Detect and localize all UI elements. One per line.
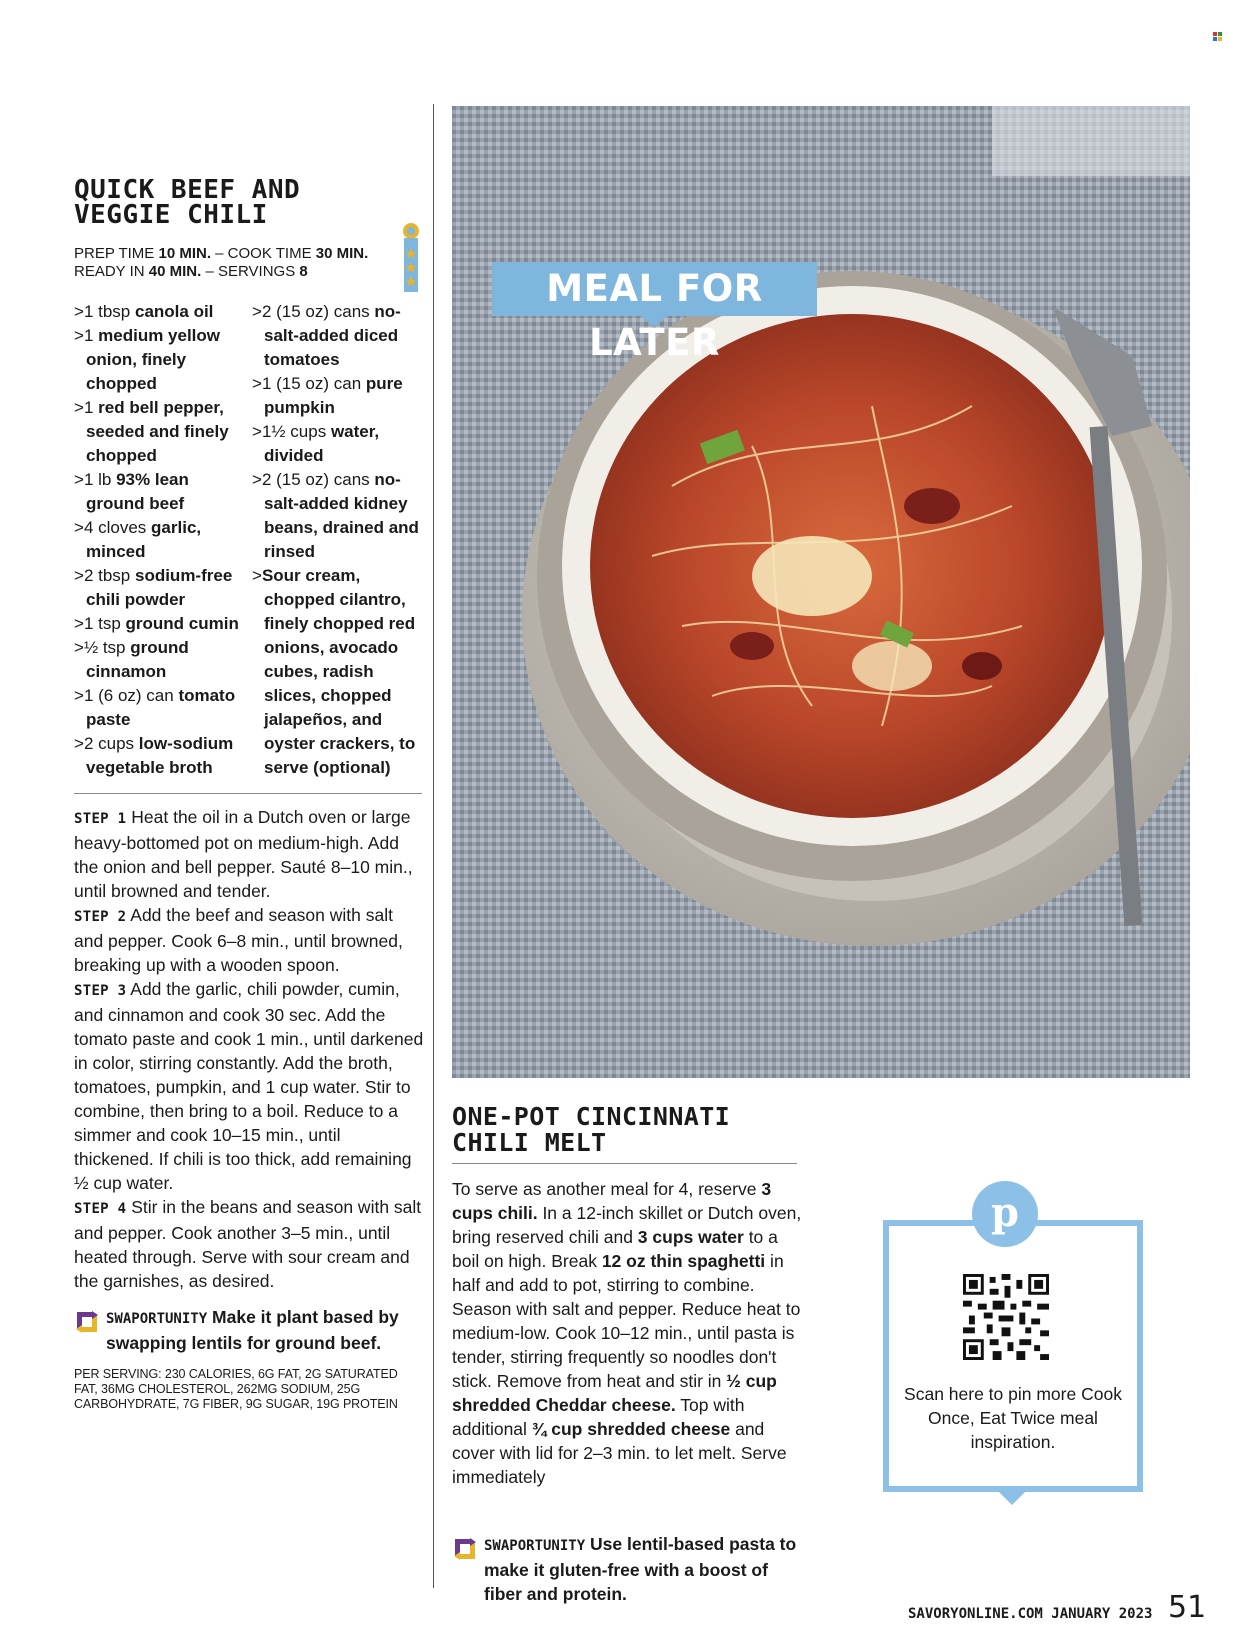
ingredient-item: >2 (15 oz) cans no-salt-added diced tomatoes [252,302,401,369]
footer-site [908,1606,1152,1622]
ingredient-item: >4 cloves garlic, minced [74,518,202,561]
nutrition-info: PER SERVING: 230 CALORIES, 6G FAT, 2G SATURATED FAT, 36MG CHOLESTEROL, 262MG SODIUM, 25G CARBOHYDRATE, 7G FIBER, 9G SUGAR, 19G PROTEIN [74,1367,398,1411]
pinterest-caption: Scan here to pin more Cook Once, Eat Twice meal inspiration. [904,1384,1122,1452]
ingredient-list [74,300,424,780]
swap-label: SWAPORTUNITY [484,1538,586,1554]
ingredient-item: >Sour cream, chopped cilantro, finely chopped red onions, avocado cubes, radish slices, chopped jalapeños, and oyster crackers, to serve (optional) [252,566,416,777]
recipe-times [74,245,414,281]
servings-label: – SERVINGS [205,263,296,280]
prep-label: PREP TIME [74,245,155,262]
qr-code-icon[interactable] [963,1274,1049,1360]
recipe-steps [74,805,424,1293]
servings-value: 8 [299,263,308,280]
ingredient-item: >1 tbsp canola oil [74,302,214,321]
swap-arrows-icon [74,1309,100,1335]
swap-label: SWAPORTUNITY [106,1311,208,1327]
column-divider [433,104,434,1588]
issue-date: JANUARY 2023 [1051,1606,1153,1622]
chili-bowl-image [452,106,1190,1078]
prep-value: 10 MIN. [158,245,211,262]
ingredient-item: >1 red bell pepper, seeded and finely chopped [74,398,229,465]
pinterest-box-pointer [998,1491,1026,1505]
ingredient-item: >2 (15 oz) cans no-salt-added kidney beans, drained and rinsed [252,470,419,561]
swaportunity-tip [74,1305,424,1355]
ingredient-item: >1½ cups water, divided [252,422,380,465]
recipe-step: STEP 4 Stir in the beans and season with salt and pepper. Cook another 3–5 min., until heated through. Serve with sour cream and the garnishes, as desired. [74,1197,422,1291]
banner-pointer [640,315,668,327]
ready-value: 40 MIN. [148,263,202,280]
corner-logo-icon [1213,32,1222,41]
page-number: 51 [1168,1590,1207,1625]
meal-for-later-banner: MEAL FOR LATER [492,262,817,316]
swap-text: Make it plant based by swapping lentils for ground beef. [106,1307,399,1353]
ingredient-item: >1 tsp ground cumin [74,614,239,633]
ingredient-item: >1 (6 oz) can tomato paste [74,686,236,729]
ingredient-item: >1 lb 93% lean ground beef [74,470,189,513]
recipe-title: QUICK BEEF AND VEGGIE CHILI [74,175,301,230]
recipe-method: To serve as another meal for 4, reserve 3 cups chili. In a 12-inch skillet or Dutch oven, bring reserved chili and 3 cups water to a boil on high. Break 12 oz thin spaghetti in half and add to pot, stirring to combine. Season with salt and pepper. Reduce heat to medium-low. Cook 10–12 min., until pasta is tender, stirring frequently so noodles don't stick. Remove from heat and stir in ½ cup shredded Cheddar cheese. Top with additional ¾ cup shredded cheese and cover with lid for 2–3 min. to let melt. Serve immediately [452,1179,802,1487]
swap-arrows-icon [452,1536,478,1562]
pinterest-icon[interactable]: p [972,1181,1038,1247]
ready-label: READY IN [74,263,145,280]
ingredient-item: >1 medium yellow onion, finely chopped [74,326,221,393]
recipe-title-2: ONE-POT CINCINNATI CHILI MELT [452,1102,731,1157]
recipe-step: STEP 2 Add the beef and season with salt and pepper. Cook 6–8 min., until browned, breaking up with a wooden spoon. [74,905,403,975]
divider [74,793,422,794]
cook-value: 30 MIN. [315,245,369,262]
ingredient-column-2 [252,300,430,780]
swaportunity-tip-2 [452,1532,812,1612]
cook-label: – COOK TIME [215,245,312,262]
ingredient-item: >½ tsp ground cinnamon [74,638,189,681]
ingredient-column-1 [74,300,244,780]
ingredient-item: >2 cups low-sodium vegetable broth [74,734,234,777]
ingredient-item: >2 tbsp sodium-free chili powder [74,566,233,609]
swap-text: Use lentil-based pasta to make it gluten-free with a boost of fiber and protein. [484,1534,797,1604]
site-url[interactable]: SAVORYONLINE.COM [908,1606,1043,1622]
chili-photo [452,106,1190,1078]
divider [452,1163,797,1164]
ingredient-item: >1 (15 oz) can pure pumpkin [252,374,403,417]
recipe-step: STEP 3 Add the garlic, chili powder, cumin, and cinnamon and cook 30 sec. Add the tomato paste and cook 1 min., until darkened in color, stirring constantly. Add the broth, tomatoes, pumpkin, and 1 cup water. Stir to combine, then bring to a boil. Reduce to a simmer and cook 10–15 min., until thickened. If chili is too thick, add remaining ½ cup water. [74,979,424,1193]
recipe-step: STEP 1 Heat the oil in a Dutch oven or large heavy-bottomed pot on medium-high. Add the onion and bell pepper. Sauté 8–10 min., until browned and tender. [74,807,413,901]
